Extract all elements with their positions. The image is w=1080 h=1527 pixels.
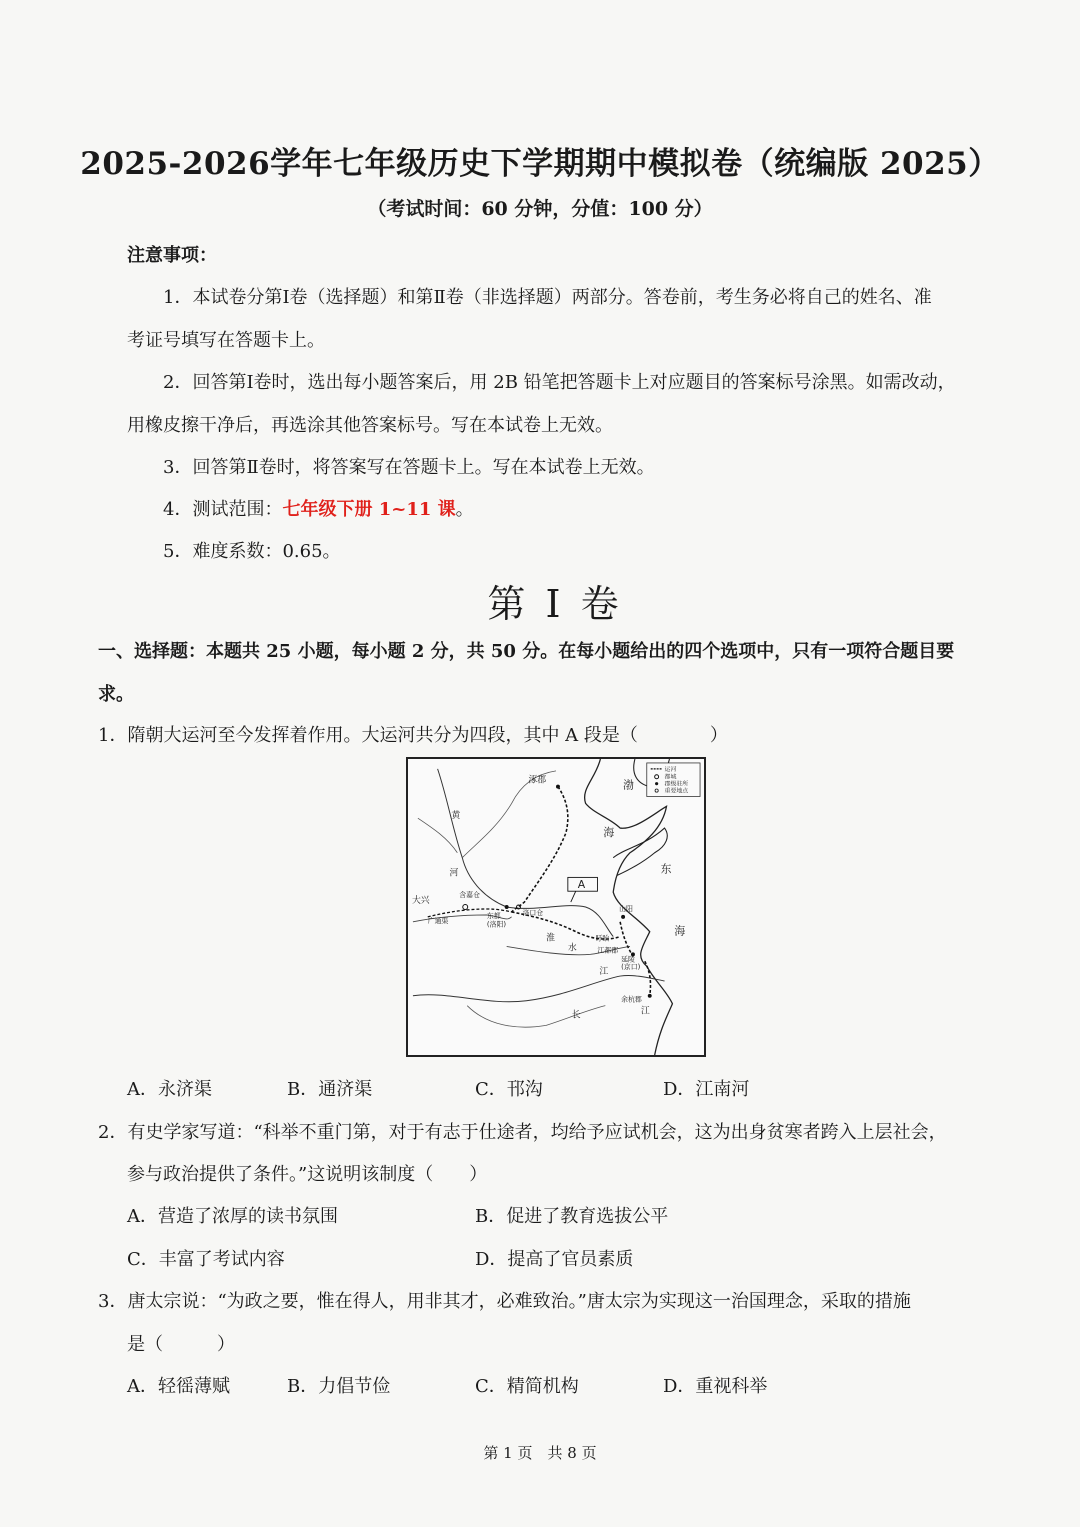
map-label-zhuojun: 涿郡 (528, 775, 547, 786)
a-label-pointer (571, 891, 576, 902)
map-label-shanyang: 山阳 (619, 904, 633, 913)
q2-option-a[interactable]: A．营造了浓厚的读书氛围 (127, 1206, 338, 1227)
map-svg (408, 759, 704, 1055)
map-label-xuyi: 盱眙 (595, 934, 610, 943)
q2-option-b[interactable]: B．促进了教育选拔公平 (475, 1206, 669, 1227)
notice-item-4 (163, 495, 474, 521)
notice-item-2-line1: 2．回答第Ⅰ卷时，选出每小题答案后，用 2B 铅笔把答题卡上对应题目的答案标号涂黑。如需改动， (163, 372, 956, 393)
question-2-stem-line2: 参与政治提供了条件。”这说明该制度（ ） (127, 1164, 488, 1185)
question-2-stem-line1: 2．有史学家写道：“科举不重门第，对于有志于仕途者，均给予应试机会，这为出身贫寒者跨入上层社会， (98, 1122, 947, 1143)
hangou-canal (620, 922, 633, 957)
question-3-stem-line1: 3．唐太宗说：“为政之要，惟在得人，用非其才，必难致治。”唐太宗为实现这一治国理念，采取的措施 (98, 1291, 911, 1312)
notice-item-3: 3．回答第Ⅱ卷时，将答案写在答题卡上。写在本试卷上无效。 (163, 457, 655, 478)
jiangnan-canal (645, 961, 651, 996)
map-label-shui: 水 (567, 943, 577, 954)
map-label-dongdu: 东都 (486, 911, 501, 920)
map-label-chang: 长 (571, 1010, 581, 1021)
legend-capital: 都城 (664, 774, 677, 781)
map-label-hai2: 海 (674, 924, 686, 938)
notice-item-5: 5．难度系数：0.65。 (163, 541, 341, 562)
notice-item-1-line2: 考证号填写在答题卡上。 (127, 330, 325, 351)
legend-prefecture-mark (655, 782, 658, 785)
legend-place: 重要地点 (664, 788, 689, 795)
shanyang-marker (621, 915, 625, 919)
q1-option-a[interactable]: A．永济渠 (127, 1079, 212, 1100)
legend-prefecture: 郡级驻所 (664, 781, 689, 788)
q1-option-d[interactable]: D．江南河 (663, 1079, 750, 1100)
map-label-hanjiacang: 含嘉仓 (459, 891, 480, 900)
map-label-he: 河 (449, 868, 459, 879)
test-scope-highlight: 七年级下册 1~11 课 (282, 499, 456, 520)
map-label-huang: 黄 (451, 811, 461, 822)
map-label-a: A (577, 878, 586, 892)
yongji-canal (512, 787, 568, 912)
section-instruction-line1: 一、选择题：本题共 25 小题，每小题 2 分，共 50 分。在每小题给出的四个选项中，只有一项符合题目要 (98, 641, 955, 662)
map-label-luokoucang: 洛口仓 (522, 908, 544, 917)
river-branch-2 (418, 818, 457, 853)
peninsula (613, 828, 667, 875)
map-label-jiang: 江 (599, 967, 609, 978)
q3-option-a[interactable]: A．轻徭薄赋 (127, 1376, 230, 1397)
map-label-jingkou: (京口) (621, 963, 641, 972)
map-label-jiangdu: 江都郡 (597, 946, 619, 955)
map-label-huai: 淮 (546, 933, 556, 944)
exam-subtitle: （考试时间：60 分钟，分值：100 分） (367, 198, 713, 220)
map-label-luoyang: (洛阳) (486, 920, 507, 929)
notice-item-4-suffix: 。 (455, 499, 474, 520)
section-title: 第 Ⅰ 卷 (487, 582, 623, 626)
q2-option-d[interactable]: D．提高了官员素质 (475, 1249, 634, 1270)
map-label-jiang2: 江 (640, 1006, 650, 1017)
q1-option-c[interactable]: C．邗沟 (475, 1079, 543, 1100)
legend-canal: 运河 (664, 766, 677, 773)
map-label-guangtong: 广通渠 (427, 916, 449, 925)
map-label-yuhang: 余杭郡 (621, 995, 642, 1004)
question-3-stem-line2: 是（ ） (127, 1334, 235, 1355)
map-label-hai1: 海 (603, 825, 615, 839)
exam-title: 2025-2026学年七年级历史下学期期中模拟卷（统编版 2025） (80, 146, 1000, 182)
map-label-yanling: 延陵 (621, 955, 635, 964)
section-instruction-line2: 求。 (98, 684, 134, 705)
map-label-bo: 渤 (623, 778, 634, 792)
daxing-marker (463, 905, 468, 910)
page-footer: 第 1 页 共 8 页 (483, 1444, 597, 1462)
notice-item-2-line2: 用橡皮擦干净后，再选涂其他答案标号。写在本试卷上无效。 (127, 415, 613, 436)
dongdu-marker (505, 905, 509, 909)
q3-option-c[interactable]: C．精简机构 (475, 1376, 579, 1397)
river-branch-3 (467, 1006, 605, 1028)
q3-option-d[interactable]: D．重视科举 (663, 1376, 768, 1397)
yuhang-marker (648, 994, 652, 998)
q1-option-b[interactable]: B．通济渠 (287, 1079, 373, 1100)
question-1-stem: 1．隋朝大运河至今发挥着作用。大运河共分为四段，其中 A 段是（ ） (98, 725, 728, 746)
q3-option-b[interactable]: B．力倡节俭 (287, 1376, 391, 1397)
grand-canal-map (406, 757, 706, 1057)
map-label-daxing: 大兴 (411, 896, 430, 907)
map-label-dong: 东 (660, 862, 672, 876)
notice-item-1-line1: 1．本试卷分第Ⅰ卷（选择题）和第Ⅱ卷（非选择题）两部分。答卷前，考生务必将自己的姓名、准 (163, 287, 932, 308)
notice-heading: 注意事项： (127, 245, 217, 266)
notice-item-4-prefix: 4．测试范围： (163, 499, 283, 520)
q2-option-c[interactable]: C．丰富了考试内容 (127, 1249, 285, 1270)
zhuojun-marker (556, 785, 560, 789)
